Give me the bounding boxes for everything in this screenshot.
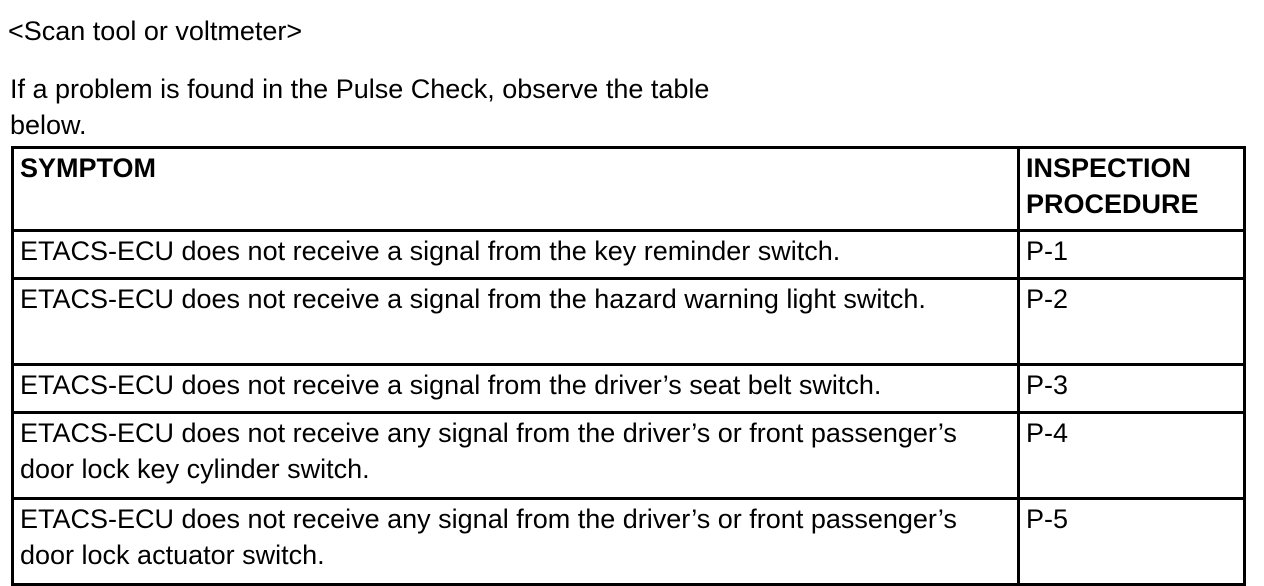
procedure-cell: P-5: [1019, 499, 1245, 585]
symptom-table: [11, 146, 1246, 586]
table-row: [13, 279, 1245, 365]
symptom-cell: ETACS-ECU does not receive a signal from the key reminder switch.: [13, 231, 1019, 279]
table-row: [13, 365, 1245, 413]
header-inspection-procedure: INSPECTION PROCEDURE: [1019, 148, 1245, 231]
table-row: [13, 413, 1245, 499]
symptom-cell: ETACS-ECU does not receive a signal from the hazard warning light switch.: [13, 279, 1019, 365]
procedure-cell: P-1: [1019, 231, 1245, 279]
table-row: [13, 231, 1245, 279]
table-header-row: [13, 148, 1245, 231]
symptom-cell: ETACS-ECU does not receive a signal from the driver’s seat belt switch.: [13, 365, 1019, 413]
procedure-cell: P-3: [1019, 365, 1245, 413]
symptom-cell: ETACS-ECU does not receive any signal from the driver’s or front passenger’s door lock actuator switch.: [13, 499, 1019, 585]
intro-text: If a problem is found in the Pulse Check, observe the table below.: [10, 74, 710, 140]
procedure-cell: P-2: [1019, 279, 1245, 365]
section-heading: <Scan tool or voltmeter>: [8, 16, 303, 46]
table-row: [13, 499, 1245, 585]
symptom-cell: ETACS-ECU does not receive any signal from the driver’s or front passenger’s door lock key cylinder switch.: [13, 413, 1019, 499]
header-symptom: SYMPTOM: [13, 148, 1019, 231]
procedure-cell: P-4: [1019, 413, 1245, 499]
